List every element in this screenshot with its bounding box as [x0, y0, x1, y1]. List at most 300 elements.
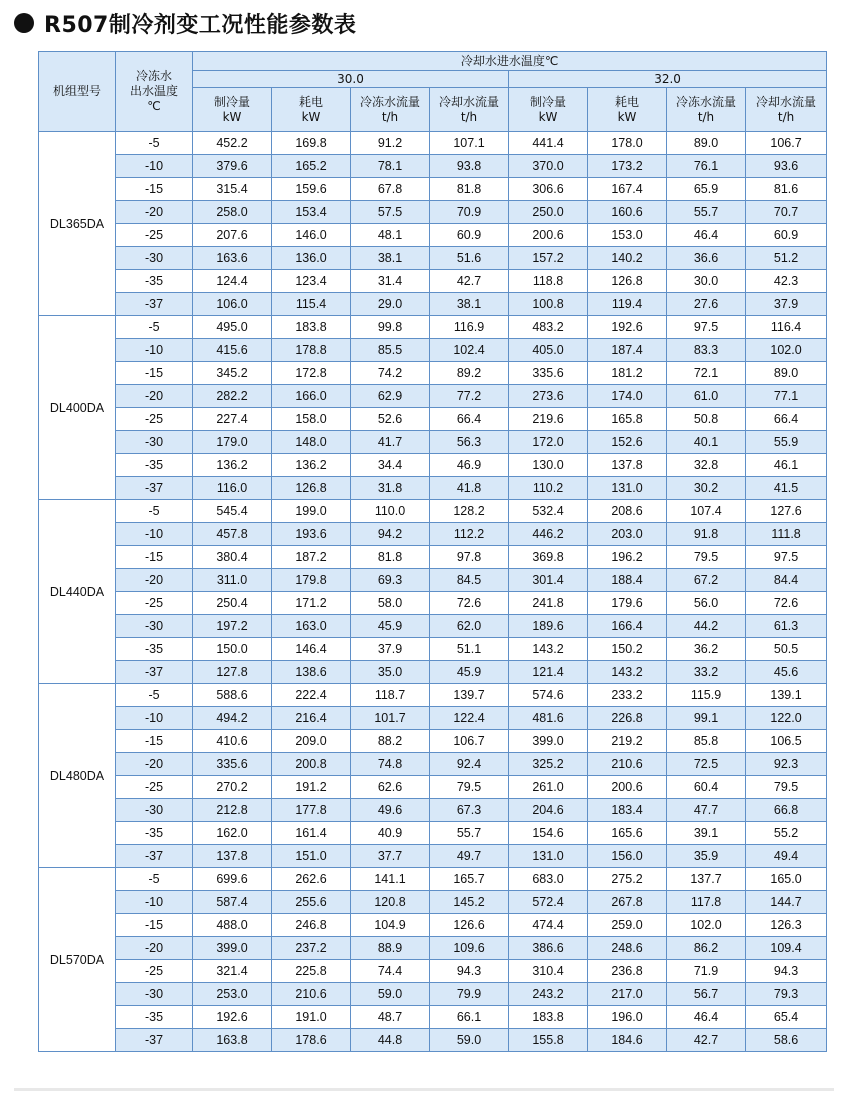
column-header-name: 制冷量	[529, 94, 566, 109]
value-cell: 57.5	[351, 201, 430, 224]
chilled-temp-line2: 出水温度	[129, 84, 178, 98]
value-cell: 46.9	[430, 454, 509, 477]
value-cell: 109.4	[746, 937, 827, 960]
value-cell: 162.0	[193, 822, 272, 845]
value-cell: 45.6	[746, 661, 827, 684]
value-cell: 111.8	[746, 523, 827, 546]
value-cell: 27.6	[667, 293, 746, 316]
value-cell: 335.6	[509, 362, 588, 385]
value-cell: 40.9	[351, 822, 430, 845]
value-cell: 56.0	[667, 592, 746, 615]
chilled-temp-cell: -5	[116, 500, 193, 523]
value-cell: 122.4	[430, 707, 509, 730]
value-cell: 67.8	[351, 178, 430, 201]
column-header-name: 耗电	[614, 94, 639, 109]
value-cell: 79.5	[430, 776, 509, 799]
value-cell: 441.4	[509, 132, 588, 155]
chilled-temp-cell: -20	[116, 201, 193, 224]
value-cell: 127.8	[193, 661, 272, 684]
chilled-temp-cell: -20	[116, 385, 193, 408]
chilled-temp-cell: -35	[116, 270, 193, 293]
value-cell: 33.2	[667, 661, 746, 684]
value-cell: 46.4	[667, 1006, 746, 1029]
value-cell: 41.5	[746, 477, 827, 500]
value-cell: 446.2	[509, 523, 588, 546]
value-cell: 93.6	[746, 155, 827, 178]
value-cell: 62.6	[351, 776, 430, 799]
table-row	[39, 201, 827, 224]
value-cell: 587.4	[193, 891, 272, 914]
value-cell: 306.6	[509, 178, 588, 201]
value-cell: 126.3	[746, 914, 827, 937]
chilled-temp-cell: -37	[116, 477, 193, 500]
value-cell: 106.5	[746, 730, 827, 753]
chilled-temp-cell: -25	[116, 776, 193, 799]
value-cell: 139.1	[746, 684, 827, 707]
value-cell: 112.2	[430, 523, 509, 546]
column-header	[746, 88, 827, 132]
value-cell: 165.2	[272, 155, 351, 178]
value-cell: 158.0	[272, 408, 351, 431]
table-row	[39, 937, 827, 960]
value-cell: 94.2	[351, 523, 430, 546]
value-cell: 106.7	[746, 132, 827, 155]
table-row	[39, 132, 827, 155]
value-cell: 209.0	[272, 730, 351, 753]
value-cell: 159.6	[272, 178, 351, 201]
value-cell: 452.2	[193, 132, 272, 155]
value-cell: 107.4	[667, 500, 746, 523]
value-cell: 200.8	[272, 753, 351, 776]
value-cell: 574.6	[509, 684, 588, 707]
value-cell: 163.0	[272, 615, 351, 638]
value-cell: 55.9	[746, 431, 827, 454]
model-header: 机组型号	[39, 52, 116, 132]
value-cell: 200.6	[509, 224, 588, 247]
value-cell: 165.6	[588, 822, 667, 845]
chilled-temp-cell: -5	[116, 316, 193, 339]
value-cell: 203.0	[588, 523, 667, 546]
value-cell: 35.9	[667, 845, 746, 868]
table-row	[39, 661, 827, 684]
chilled-temp-cell: -10	[116, 891, 193, 914]
title-row	[14, 6, 356, 40]
value-cell: 131.0	[588, 477, 667, 500]
value-cell: 65.9	[667, 178, 746, 201]
column-header-name: 冷却水流量	[438, 94, 499, 109]
column-header-unit: t/h	[777, 109, 795, 124]
value-cell: 49.7	[430, 845, 509, 868]
table-row	[39, 431, 827, 454]
value-cell: 217.0	[588, 983, 667, 1006]
value-cell: 84.5	[430, 569, 509, 592]
chilled-temp-cell: -15	[116, 546, 193, 569]
value-cell: 116.4	[746, 316, 827, 339]
value-cell: 99.1	[667, 707, 746, 730]
chilled-temp-cell: -35	[116, 454, 193, 477]
value-cell: 29.0	[351, 293, 430, 316]
chilled-temp-cell: -10	[116, 523, 193, 546]
value-cell: 131.0	[509, 845, 588, 868]
value-cell: 69.3	[351, 569, 430, 592]
value-cell: 122.0	[746, 707, 827, 730]
value-cell: 405.0	[509, 339, 588, 362]
table-row	[39, 339, 827, 362]
value-cell: 81.8	[351, 546, 430, 569]
value-cell: 179.8	[272, 569, 351, 592]
value-cell: 94.3	[430, 960, 509, 983]
value-cell: 72.1	[667, 362, 746, 385]
value-cell: 210.6	[588, 753, 667, 776]
value-cell: 44.2	[667, 615, 746, 638]
table-row	[39, 1006, 827, 1029]
value-cell: 62.0	[430, 615, 509, 638]
value-cell: 42.7	[430, 270, 509, 293]
value-cell: 102.0	[746, 339, 827, 362]
column-header-unit: kW	[538, 109, 558, 124]
value-cell: 56.7	[667, 983, 746, 1006]
value-cell: 81.8	[430, 178, 509, 201]
chilled-temp-cell: -30	[116, 799, 193, 822]
table-row	[39, 362, 827, 385]
chilled-temp-cell: -37	[116, 1029, 193, 1052]
value-cell: 128.2	[430, 500, 509, 523]
value-cell: 102.0	[667, 914, 746, 937]
value-cell: 46.4	[667, 224, 746, 247]
value-cell: 172.0	[509, 431, 588, 454]
value-cell: 115.9	[667, 684, 746, 707]
value-cell: 30.0	[667, 270, 746, 293]
chilled-temp-cell: -5	[116, 868, 193, 891]
value-cell: 66.4	[746, 408, 827, 431]
value-cell: 169.8	[272, 132, 351, 155]
column-header	[430, 88, 509, 132]
column-header-name: 冷却水流量	[756, 94, 817, 109]
value-cell: 699.6	[193, 868, 272, 891]
chilled-temp-cell: -30	[116, 247, 193, 270]
value-cell: 165.8	[588, 408, 667, 431]
value-cell: 42.3	[746, 270, 827, 293]
cooling-in-header: 冷却水进水温度℃	[193, 52, 827, 71]
value-cell: 192.6	[588, 316, 667, 339]
value-cell: 36.2	[667, 638, 746, 661]
chilled-temp-cell: -30	[116, 983, 193, 1006]
chilled-temp-cell: -37	[116, 293, 193, 316]
value-cell: 94.3	[746, 960, 827, 983]
value-cell: 126.6	[430, 914, 509, 937]
value-cell: 88.2	[351, 730, 430, 753]
table-row	[39, 799, 827, 822]
value-cell: 67.3	[430, 799, 509, 822]
value-cell: 72.5	[667, 753, 746, 776]
value-cell: 212.8	[193, 799, 272, 822]
value-cell: 572.4	[509, 891, 588, 914]
model-name: DL400DA	[39, 316, 116, 500]
value-cell: 174.0	[588, 385, 667, 408]
value-cell: 38.1	[351, 247, 430, 270]
column-header-unit: t/h	[697, 109, 715, 124]
value-cell: 151.0	[272, 845, 351, 868]
value-cell: 255.6	[272, 891, 351, 914]
value-cell: 481.6	[509, 707, 588, 730]
column-header-unit: kW	[301, 109, 321, 124]
value-cell: 89.0	[746, 362, 827, 385]
value-cell: 192.6	[193, 1006, 272, 1029]
value-cell: 154.6	[509, 822, 588, 845]
value-cell: 237.2	[272, 937, 351, 960]
value-cell: 155.8	[509, 1029, 588, 1052]
column-header	[272, 88, 351, 132]
value-cell: 59.0	[430, 1029, 509, 1052]
value-cell: 146.0	[272, 224, 351, 247]
chilled-temp-cell: -5	[116, 684, 193, 707]
value-cell: 177.8	[272, 799, 351, 822]
value-cell: 89.0	[667, 132, 746, 155]
value-cell: 41.7	[351, 431, 430, 454]
value-cell: 72.6	[746, 592, 827, 615]
value-cell: 121.4	[509, 661, 588, 684]
table-row	[39, 477, 827, 500]
value-cell: 258.0	[193, 201, 272, 224]
table-row	[39, 293, 827, 316]
value-cell: 183.8	[272, 316, 351, 339]
value-cell: 153.4	[272, 201, 351, 224]
value-cell: 123.4	[272, 270, 351, 293]
value-cell: 86.2	[667, 937, 746, 960]
chilled-temp-cell: -35	[116, 638, 193, 661]
value-cell: 153.0	[588, 224, 667, 247]
value-cell: 270.2	[193, 776, 272, 799]
value-cell: 49.6	[351, 799, 430, 822]
chilled-temp-cell: -15	[116, 178, 193, 201]
value-cell: 58.6	[746, 1029, 827, 1052]
value-cell: 88.9	[351, 937, 430, 960]
value-cell: 143.2	[588, 661, 667, 684]
value-cell: 39.1	[667, 822, 746, 845]
value-cell: 250.4	[193, 592, 272, 615]
value-cell: 325.2	[509, 753, 588, 776]
value-cell: 67.2	[667, 569, 746, 592]
value-cell: 193.6	[272, 523, 351, 546]
table-row	[39, 385, 827, 408]
value-cell: 101.7	[351, 707, 430, 730]
value-cell: 77.1	[746, 385, 827, 408]
table-row	[39, 868, 827, 891]
table-row	[39, 270, 827, 293]
value-cell: 157.2	[509, 247, 588, 270]
value-cell: 380.4	[193, 546, 272, 569]
value-cell: 261.0	[509, 776, 588, 799]
value-cell: 301.4	[509, 569, 588, 592]
column-header	[667, 88, 746, 132]
value-cell: 267.8	[588, 891, 667, 914]
value-cell: 89.2	[430, 362, 509, 385]
table-row	[39, 983, 827, 1006]
value-cell: 167.4	[588, 178, 667, 201]
value-cell: 141.1	[351, 868, 430, 891]
value-cell: 97.8	[430, 546, 509, 569]
value-cell: 49.4	[746, 845, 827, 868]
value-cell: 78.1	[351, 155, 430, 178]
chilled-temp-cell: -37	[116, 661, 193, 684]
chilled-temp-cell: -25	[116, 592, 193, 615]
value-cell: 145.2	[430, 891, 509, 914]
chilled-temp-cell: -20	[116, 937, 193, 960]
value-cell: 77.2	[430, 385, 509, 408]
table-row	[39, 776, 827, 799]
value-cell: 48.1	[351, 224, 430, 247]
value-cell: 55.7	[667, 201, 746, 224]
value-cell: 41.8	[430, 477, 509, 500]
value-cell: 163.8	[193, 1029, 272, 1052]
table-row	[39, 822, 827, 845]
value-cell: 179.6	[588, 592, 667, 615]
model-name: DL480DA	[39, 684, 116, 868]
value-cell: 55.7	[430, 822, 509, 845]
value-cell: 187.2	[272, 546, 351, 569]
table-row	[39, 1029, 827, 1052]
chilled-temp-cell: -25	[116, 408, 193, 431]
value-cell: 118.7	[351, 684, 430, 707]
value-cell: 196.2	[588, 546, 667, 569]
value-cell: 199.0	[272, 500, 351, 523]
value-cell: 35.0	[351, 661, 430, 684]
value-cell: 93.8	[430, 155, 509, 178]
model-name: DL365DA	[39, 132, 116, 316]
column-header-name: 耗电	[298, 94, 323, 109]
bottom-divider	[14, 1088, 834, 1091]
value-cell: 32.8	[667, 454, 746, 477]
value-cell: 494.2	[193, 707, 272, 730]
value-cell: 84.4	[746, 569, 827, 592]
value-cell: 37.7	[351, 845, 430, 868]
value-cell: 50.8	[667, 408, 746, 431]
value-cell: 282.2	[193, 385, 272, 408]
chilled-temp-cell: -35	[116, 822, 193, 845]
value-cell: 127.6	[746, 500, 827, 523]
table-row	[39, 684, 827, 707]
table-row	[39, 638, 827, 661]
value-cell: 399.0	[509, 730, 588, 753]
value-cell: 275.2	[588, 868, 667, 891]
value-cell: 31.8	[351, 477, 430, 500]
chilled-temp-cell: -25	[116, 224, 193, 247]
table-row	[39, 224, 827, 247]
value-cell: 79.9	[430, 983, 509, 1006]
column-header-unit: t/h	[460, 109, 478, 124]
value-cell: 126.8	[272, 477, 351, 500]
value-cell: 83.3	[667, 339, 746, 362]
value-cell: 588.6	[193, 684, 272, 707]
value-cell: 225.8	[272, 960, 351, 983]
value-cell: 110.2	[509, 477, 588, 500]
value-cell: 51.2	[746, 247, 827, 270]
value-cell: 179.0	[193, 431, 272, 454]
value-cell: 184.6	[588, 1029, 667, 1052]
value-cell: 55.2	[746, 822, 827, 845]
cond-temp-32: 32.0	[509, 71, 827, 88]
value-cell: 92.4	[430, 753, 509, 776]
table-row	[39, 408, 827, 431]
value-cell: 207.6	[193, 224, 272, 247]
chilled-temp-cell: -30	[116, 615, 193, 638]
value-cell: 137.8	[193, 845, 272, 868]
column-header	[193, 88, 272, 132]
value-cell: 262.6	[272, 868, 351, 891]
value-cell: 124.4	[193, 270, 272, 293]
value-cell: 165.0	[746, 868, 827, 891]
value-cell: 243.2	[509, 983, 588, 1006]
value-cell: 60.4	[667, 776, 746, 799]
table-row	[39, 707, 827, 730]
value-cell: 150.0	[193, 638, 272, 661]
table-row	[39, 454, 827, 477]
value-cell: 183.8	[509, 1006, 588, 1029]
table-row	[39, 316, 827, 339]
value-cell: 56.3	[430, 431, 509, 454]
value-cell: 683.0	[509, 868, 588, 891]
table-row	[39, 523, 827, 546]
value-cell: 136.2	[272, 454, 351, 477]
table-row	[39, 960, 827, 983]
chilled-temp-cell: -10	[116, 707, 193, 730]
value-cell: 246.8	[272, 914, 351, 937]
value-cell: 109.6	[430, 937, 509, 960]
value-cell: 37.9	[351, 638, 430, 661]
value-cell: 219.2	[588, 730, 667, 753]
value-cell: 140.2	[588, 247, 667, 270]
value-cell: 117.8	[667, 891, 746, 914]
table-row	[39, 753, 827, 776]
value-cell: 204.6	[509, 799, 588, 822]
value-cell: 104.9	[351, 914, 430, 937]
value-cell: 370.0	[509, 155, 588, 178]
value-cell: 253.0	[193, 983, 272, 1006]
value-cell: 532.4	[509, 500, 588, 523]
value-cell: 102.4	[430, 339, 509, 362]
value-cell: 345.2	[193, 362, 272, 385]
value-cell: 115.4	[272, 293, 351, 316]
value-cell: 42.7	[667, 1029, 746, 1052]
value-cell: 106.0	[193, 293, 272, 316]
value-cell: 321.4	[193, 960, 272, 983]
value-cell: 74.2	[351, 362, 430, 385]
value-cell: 116.9	[430, 316, 509, 339]
value-cell: 160.6	[588, 201, 667, 224]
value-cell: 208.6	[588, 500, 667, 523]
chilled-temp-header	[116, 52, 193, 132]
value-cell: 60.9	[430, 224, 509, 247]
value-cell: 399.0	[193, 937, 272, 960]
table-row	[39, 247, 827, 270]
model-name: DL440DA	[39, 500, 116, 684]
chilled-temp-cell: -35	[116, 1006, 193, 1029]
table-row	[39, 730, 827, 753]
value-cell: 156.0	[588, 845, 667, 868]
table-row	[39, 155, 827, 178]
value-cell: 50.5	[746, 638, 827, 661]
value-cell: 66.4	[430, 408, 509, 431]
value-cell: 51.6	[430, 247, 509, 270]
value-cell: 61.0	[667, 385, 746, 408]
value-cell: 110.0	[351, 500, 430, 523]
value-cell: 310.4	[509, 960, 588, 983]
value-cell: 181.2	[588, 362, 667, 385]
column-header-unit: kW	[617, 109, 637, 124]
value-cell: 52.6	[351, 408, 430, 431]
value-cell: 171.2	[272, 592, 351, 615]
value-cell: 178.6	[272, 1029, 351, 1052]
